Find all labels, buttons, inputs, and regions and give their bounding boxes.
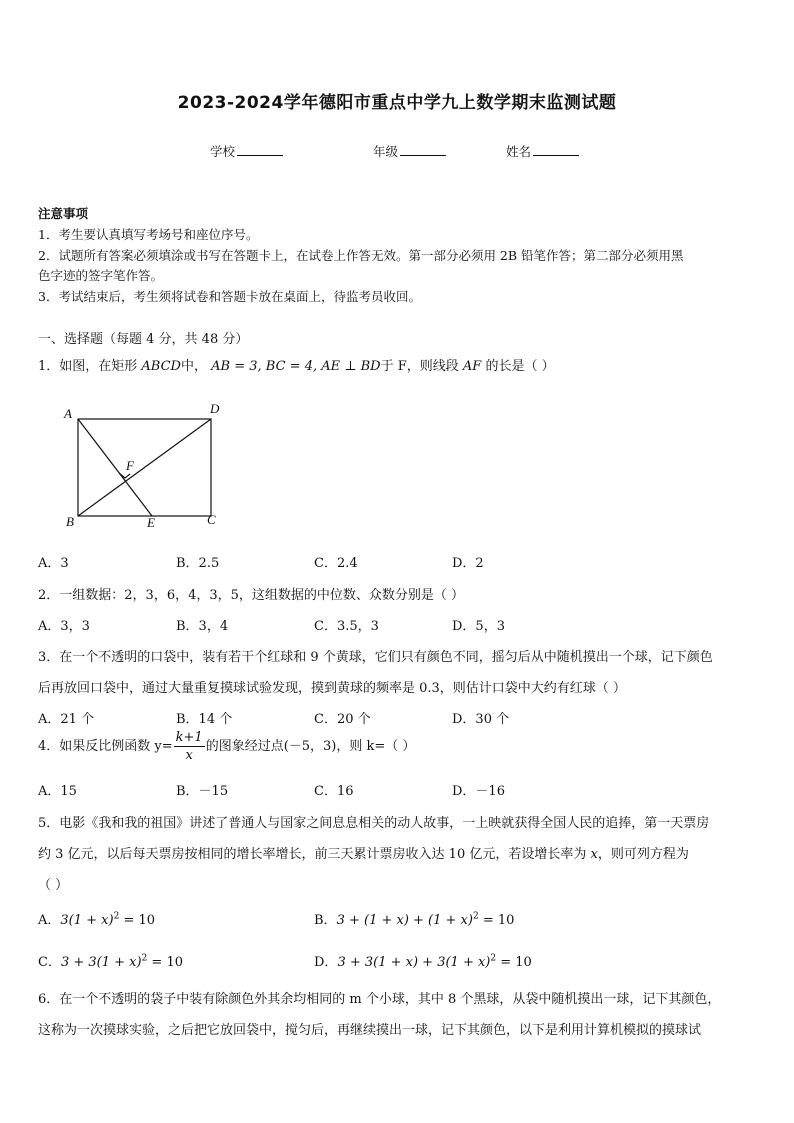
question-5-cont: （ ） [38,878,69,893]
option-a[interactable]: A．$3(1 + x)^2 = 10$ [38,911,156,928]
note-item: 2．试题所有答案必须填涂或书写在答题卡上，在试卷上作答无效。第一部分必须用 2B 铅笔作答；第二部分必须用黑 [38,248,684,263]
diagonal-bd [78,419,211,516]
school-field[interactable]: 学校 [210,142,283,160]
question-5: 5．电影《我和我的祖国》讲述了普通人与国家之间息息相关的动人故事，一上映就获得全国人民的追捧，第一天票房 [38,816,710,831]
option-c[interactable]: C．16 [314,784,354,799]
question-4: 4．如果反比例函数 y= $\frac{k+1}{x}$ 的图象经过点(－5，3)，则 k=（ ） [38,730,416,763]
option-c[interactable]: C．3.5，3 [314,619,379,634]
label-b: B [66,514,74,529]
section-heading: 一、选择题（每题 4 分，共 48 分） [38,332,249,347]
option-b[interactable]: B．3，4 [176,619,229,634]
option-b[interactable]: B．2.5 [176,556,220,571]
question-6: 6．在一个不透明的袋子中装有除颜色外其余均相同的 m 个小球，其中 8 个黑球，从袋中随机摸出一球，记下其颜色， [38,992,721,1007]
rectangle-figure [60,398,230,533]
note-item: 3．考试结束后，考生须将试卷和答题卡放在桌面上，待监考员收回。 [38,289,421,304]
label-a: A [64,406,72,421]
question-1: 1．如图，在矩形 ABCD中， AB = 3, BC = 4, AE ⊥ BD于 F，则线段 AF 的长是（ ） [38,359,555,374]
question-3: 3．在一个不透明的口袋中，装有若干个红球和 9 个黄球，它们只有颜色不同，摇匀后从中随机摸出一个球，记下颜色 [38,650,713,665]
option-d[interactable]: D．$3 + 3(1 + x) + 3(1 + x)^2 = 10$ [314,953,532,970]
question-3-cont: 后再放回口袋中，通过大量重复摸球试验发现，摸到黄球的频率是 0.3，则估计口袋中大约有红球（ ） [38,681,626,696]
option-a[interactable]: A．3 [38,556,69,571]
option-a[interactable]: A．21 个 [38,712,95,727]
question-5-cont: 约 3 亿元，以后每天票房按相同的增长率增长，前三天累计票房收入达 10 亿元，若设增长率为 x，则可列方程为 [38,847,689,862]
option-d[interactable]: D．30 个 [452,712,510,727]
note-item: 1．考生要认真填写考场号和座位序号。 [38,227,259,242]
option-b[interactable]: B．14 个 [176,712,233,727]
option-d[interactable]: D．5，3 [452,619,505,634]
question-6-cont: 这称为一次摸球实验，之后把它放回袋中，搅匀后，再继续摸出一球，记下其颜色，以下是利用计算机模拟的摸球试 [38,1023,702,1038]
name-field[interactable]: 姓名 [506,142,579,160]
option-d[interactable]: D．2 [452,556,484,571]
label-d: D [210,401,220,416]
option-b[interactable]: B．$3 + (1 + x) + (1 + x)^2 = 10$ [314,911,515,928]
option-b[interactable]: B．－15 [176,784,229,799]
note-item: 色字迹的签字笔作答。 [38,268,164,283]
notes-heading: 注意事项 [38,206,89,221]
label-e: E [147,515,155,530]
question-2: 2．一组数据：2，3，6，4，3，5，这组数据的中位数、众数分别是（ ） [38,588,465,603]
option-c[interactable]: C．$3 + 3(1 + x)^2 = 10$ [38,953,183,970]
option-c[interactable]: C．2.4 [314,556,358,571]
label-f: F [126,458,134,473]
label-c: C [207,512,216,527]
option-a[interactable]: A．3，3 [38,619,90,634]
option-a[interactable]: A．15 [38,784,77,799]
grade-field[interactable]: 年级 [373,142,446,160]
page-title: 2023-2024学年德阳市重点中学九上数学期末监测试题 [177,93,617,113]
option-c[interactable]: C．20 个 [314,712,371,727]
fraction: $\frac{k+1}{x}$ [175,730,203,763]
segment-ae [78,419,152,516]
option-d[interactable]: D．－16 [452,784,505,799]
